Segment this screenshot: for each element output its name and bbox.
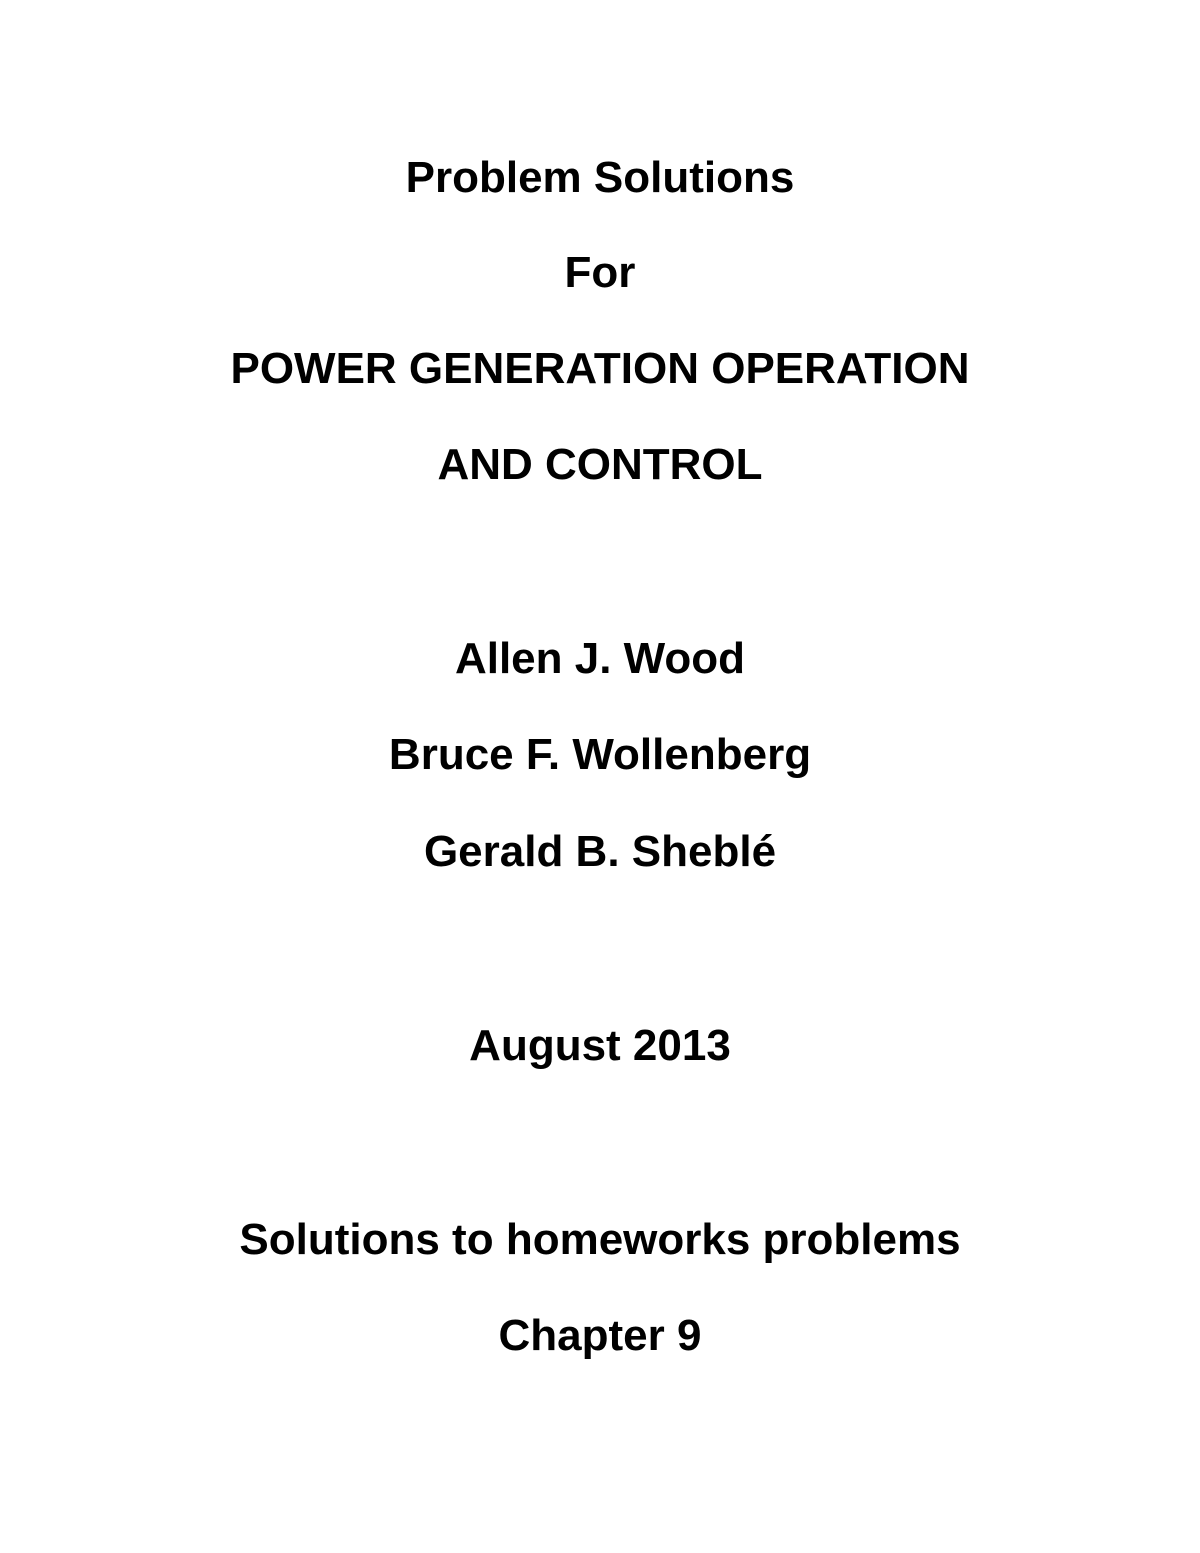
publication-date: August 2013 [469, 1021, 731, 1070]
title-line-book-name-continued: AND CONTROL [437, 440, 763, 489]
author-wood: Allen J. Wood [454, 634, 746, 683]
subtitle-solutions: Solutions to homeworks problems [239, 1215, 961, 1264]
author-sheble: Gerald B. Sheblé [423, 827, 777, 876]
title-line-for: For [564, 248, 636, 297]
author-wollenberg: Bruce F. Wollenberg [388, 730, 812, 779]
title-line-book-name: POWER GENERATION OPERATION [230, 344, 970, 393]
title-line-problem-solutions: Problem Solutions [405, 153, 795, 202]
subtitle-chapter: Chapter 9 [498, 1311, 702, 1360]
